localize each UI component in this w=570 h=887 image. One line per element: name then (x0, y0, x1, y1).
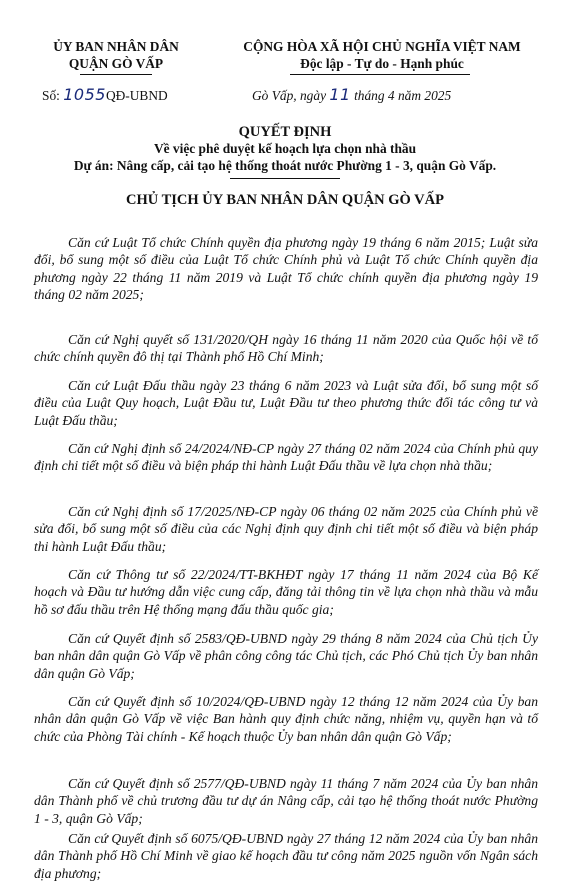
legal-basis-8: Căn cứ Quyết định số 10/2024/QĐ-UBND ngày 12 tháng 12 năm 2024 của Ủy ban nhân dân quận Gò Vấp về việc Ban hành quy định chức năng, nhiệm vụ, quyền hạn và tổ chức của Phòng Tài chính - Kế hoạch thuộc Ủy ban nhân dân quận Gò Vấp; (34, 694, 538, 744)
legal-basis-6: Căn cứ Thông tư số 22/2024/TT-BKHĐT ngày 17 tháng 11 năm 2024 của Bộ Kế hoạch và Đầu tư hướng dẫn việc cung cấp, đăng tải thông tin về lựa chọn nhà thầu và mẫu hồ sơ đấu thầu trên Hệ thống mạng đấu thầu quốc gia; (34, 567, 538, 617)
decision-title: QUYẾT ĐỊNH (238, 124, 332, 140)
handwritten-number: 1055 (63, 85, 106, 104)
legal-basis-10: Căn cứ Quyết định số 6075/QĐ-UBND ngày 27 tháng 12 năm 2024 của Ủy ban nhân dân Thành phố Hồ Chí Minh về giao kế hoạch đầu tư công năm 2025 nguồn vốn Ngân sách địa phương; (34, 831, 538, 881)
decision-subject: Về việc phê duyệt kế hoạch lựa chọn nhà thầu (153, 141, 417, 156)
legal-basis-1: Căn cứ Luật Tổ chức Chính quyền địa phương ngày 19 tháng 6 năm 2015; Luật sửa đổi, bổ sung một số điều của Luật Tổ chức Chính phủ và Luật Tổ chức Chính quyền địa phương ngày 22 tháng 11 năm 2019 và Luật Tổ chức chính quyền địa phương ngày 19 tháng 02 năm 2025; (34, 235, 538, 303)
issuer-name-line1: ỦY BAN NHÂN DÂN (53, 39, 179, 54)
issuer-name-line2: QUẬN GÒ VẤP (68, 56, 164, 71)
national-motto: Độc lập - Tự do - Hạnh phúc (300, 56, 464, 71)
issuer-underline (80, 74, 152, 75)
legal-basis-7: Căn cứ Quyết định số 2583/QĐ-UBND ngày 29 tháng 8 năm 2024 của Chủ tịch Ủy ban nhân dân quận Gò Vấp về phân công công tác Chủ tịch, các Phó Chủ tịch Ủy ban nhân dân quận Gò Vấp; (34, 631, 538, 681)
document-number: Số: 1055QĐ-UBND (42, 85, 168, 104)
legal-basis-2: Căn cứ Nghị quyết số 131/2020/QH ngày 16 tháng 11 năm 2020 của Quốc hội về tổ chức chính quyền đô thị tại Thành phố Hồ Chí Minh; (34, 332, 538, 365)
issue-date: Gò Vấp, ngày 11 tháng 4 năm 2025 (252, 85, 452, 104)
legal-basis-3: Căn cứ Luật Đấu thầu ngày 23 tháng 6 năm 2023 và Luật sửa đổi, bổ sung một số điều của Luật Quy hoạch, Luật Đầu tư, Luật Đầu tư theo phương thức đối tác công tư và Luật Đấu thầu; (34, 378, 538, 428)
legal-basis-5: Căn cứ Nghị định số 17/2025/NĐ-CP ngày 06 tháng 02 năm 2025 của Chính phủ về sửa đổi, bổ sung một số điều của các Nghị định quy định chi tiết một số điều và biện pháp thi hành Luật Đấu thầu; (34, 504, 538, 554)
national-title: CỘNG HÒA XÃ HỘI CHỦ NGHĨA VIỆT NAM (243, 39, 521, 54)
handwritten-day: 11 (329, 85, 351, 104)
motto-underline (290, 74, 470, 75)
issuing-authority: CHỦ TỊCH ỦY BAN NHÂN DÂN QUẬN GÒ VẤP (126, 192, 444, 208)
title-underline (230, 178, 340, 179)
legal-basis-4: Căn cứ Nghị định số 24/2024/NĐ-CP ngày 27 tháng 02 năm 2024 của Chính phủ quy định chi tiết một số điều và biện pháp thi hành Luật Đấu thầu về lựa chọn nhà thầu; (34, 441, 538, 474)
project-name: Dự án: Nâng cấp, cải tạo hệ thống thoát nước Phường 1 - 3, quận Gò Vấp. (73, 158, 497, 173)
legal-basis-9: Căn cứ Quyết định số 2577/QĐ-UBND ngày 11 tháng 7 năm 2024 của Ủy ban nhân dân Thành phố về chủ trương đầu tư dự án Nâng cấp, cải tạo hệ thống thoát nước Phường 1 - 3, quận Gò Vấp; (34, 776, 538, 826)
